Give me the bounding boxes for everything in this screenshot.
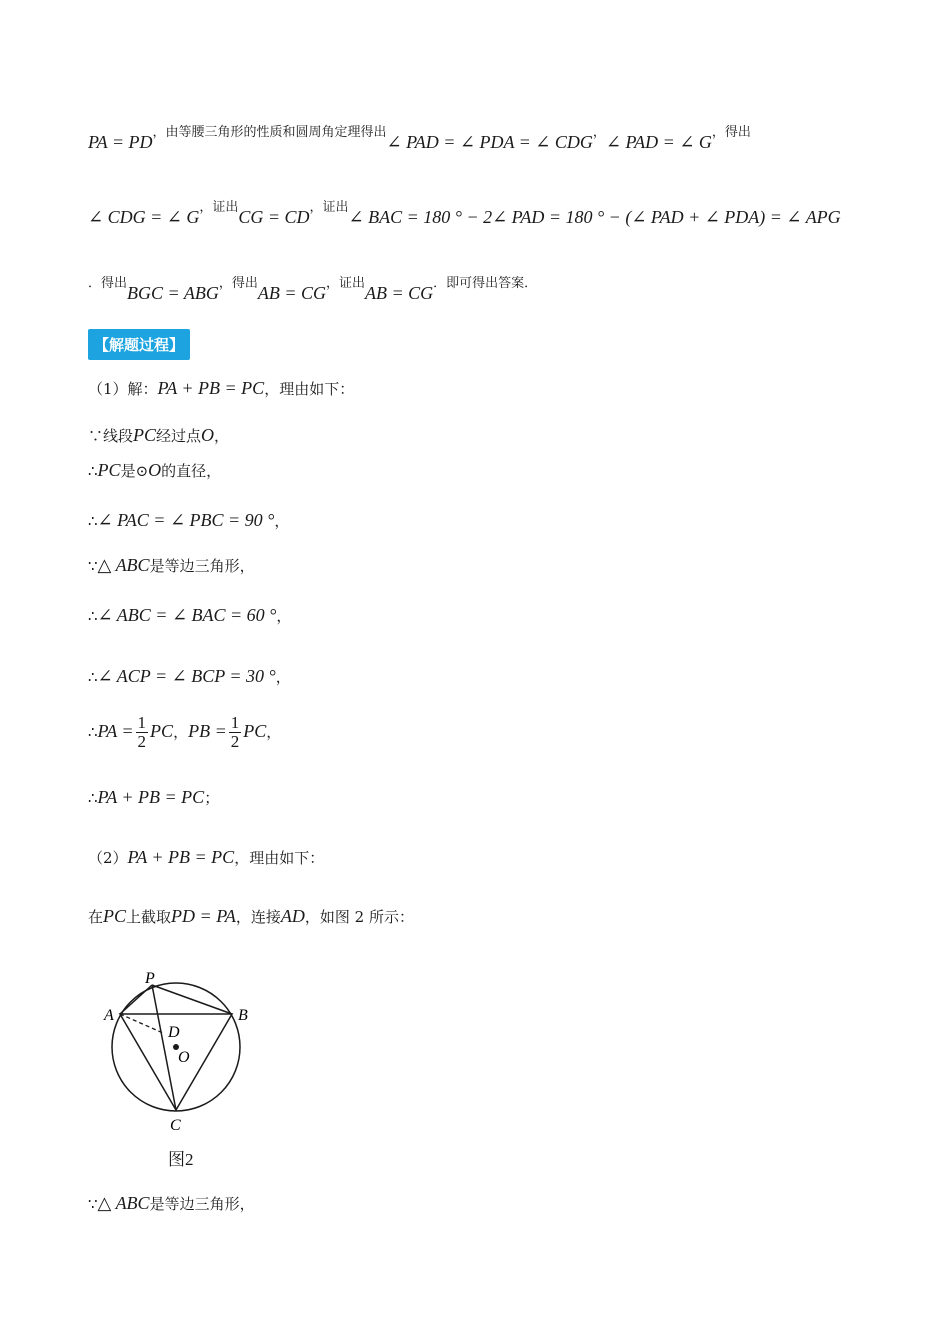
text: ，理由如下： [264, 380, 355, 398]
label-o: O [178, 1049, 190, 1066]
math: O [148, 460, 162, 480]
math: ∠ PAC = ∠ PBC = 90 ° [97, 510, 275, 530]
math: CG = CD [238, 207, 310, 227]
text: 是等边三角形， [149, 1195, 255, 1213]
solution-line-9 [88, 847, 324, 868]
text: ．得出 [88, 276, 128, 291]
text: ∴ [88, 668, 98, 686]
text: ∴ [88, 789, 98, 807]
math: PA + PB = PC [97, 787, 205, 807]
text: （1）解： [88, 380, 158, 398]
text: 的直径， [161, 462, 222, 480]
label-p: P [145, 970, 155, 987]
text: ， [275, 668, 291, 686]
label-c: C [170, 1117, 181, 1134]
text: 上截取 [126, 908, 172, 926]
intro-line-1 [88, 125, 751, 153]
text: ∴ [88, 607, 98, 625]
solution-line-8 [88, 787, 219, 808]
math: PA = [97, 720, 134, 741]
text: ，得出 [218, 276, 258, 291]
text: ， [592, 125, 606, 140]
text: ，证出 [199, 200, 239, 215]
math: PD = PA [171, 906, 236, 926]
arc-math: BGC = ABG [127, 283, 219, 303]
text: ， [276, 607, 292, 625]
section-title-badge: 【解题过程】 [88, 329, 190, 360]
fraction [229, 714, 242, 751]
label-d: D [168, 1024, 180, 1041]
math: PC [97, 460, 121, 480]
math: PA + PB = PC [127, 847, 235, 867]
math: ∠ ABC = ∠ BAC = 60 ° [97, 605, 277, 625]
math: AD [280, 906, 305, 926]
text: ∵ [88, 557, 98, 575]
fraction [136, 714, 149, 751]
math: PC [103, 906, 127, 926]
label-a: A [104, 1007, 114, 1024]
geometry-figure [95, 965, 265, 1140]
denominator: 2 [230, 731, 240, 751]
text: ， [274, 512, 290, 530]
text: ，理由如下： [234, 849, 325, 867]
text: ∵ [88, 1195, 98, 1213]
math: ∠ ACP = ∠ BCP = 30 ° [97, 666, 276, 686]
solution-line-4 [88, 510, 289, 531]
text: ．即可得出答案． [433, 276, 538, 291]
denominator: 2 [137, 731, 147, 751]
text: ∴ [88, 512, 98, 530]
solution-line-fraction [88, 714, 281, 751]
math: △ ABC [97, 1193, 150, 1213]
solution-line-6 [88, 605, 291, 626]
text: ， [266, 722, 282, 741]
math: ∠ BAC = 180 ° − 2∠ PAD = 180 ° − (∠ PAD + ∠ PDA) = ∠ APG [348, 207, 841, 227]
solution-line-7 [88, 666, 291, 687]
math: ∠ PAD = ∠ G [605, 132, 712, 152]
solution-line-10 [88, 906, 414, 927]
solution-line-2 [88, 425, 229, 446]
solution-line-3 [88, 460, 221, 481]
text: 是等边三角形， [149, 557, 255, 575]
text: （2） [88, 849, 128, 867]
math: PC [243, 720, 267, 741]
solution-line-5 [88, 555, 255, 576]
solution-line-last [88, 1193, 255, 1214]
text: ， [214, 427, 230, 445]
math: ∠ PAD = ∠ PDA = ∠ CDG [386, 132, 593, 152]
math: AB = CG [365, 283, 434, 303]
math: PC [150, 720, 174, 741]
math: PC [133, 425, 157, 445]
label-b: B [238, 1007, 248, 1024]
math: PA + PB = PC [157, 378, 265, 398]
text: ∴ [88, 722, 98, 741]
arc-math: AB = CG [257, 283, 326, 303]
text: 在 [88, 908, 104, 926]
numerator: 1 [230, 713, 240, 732]
math: O [201, 425, 215, 445]
math: ∠ CDG = ∠ G [88, 207, 200, 227]
math: PA = PD [88, 132, 153, 152]
text: ， [173, 722, 189, 741]
text: ∵线段 [88, 427, 134, 445]
text: ，证出 [326, 276, 366, 291]
segment-pa [120, 985, 152, 1014]
text: ； [204, 789, 220, 807]
text: 经过点 [156, 427, 202, 445]
intro-line-2 [88, 200, 841, 228]
math: PB = [188, 720, 227, 741]
text: ，得出 [711, 125, 751, 140]
math: △ ABC [97, 555, 150, 575]
solution-line-1 [88, 378, 354, 399]
segment-pc [152, 985, 176, 1110]
text: ∴ [88, 462, 98, 480]
intro-line-3 [88, 276, 538, 304]
figure-caption: 图2 [168, 1150, 194, 1169]
text: 是⊙ [120, 462, 149, 480]
numerator: 1 [137, 713, 147, 732]
text: ，连接 [235, 908, 281, 926]
text: ，如图 2 所示： [304, 908, 414, 926]
text: ，证出 [309, 200, 349, 215]
segment-ad-dashed [120, 1014, 163, 1033]
text: ，由等腰三角形的性质和圆周角定理得出 [152, 125, 387, 140]
